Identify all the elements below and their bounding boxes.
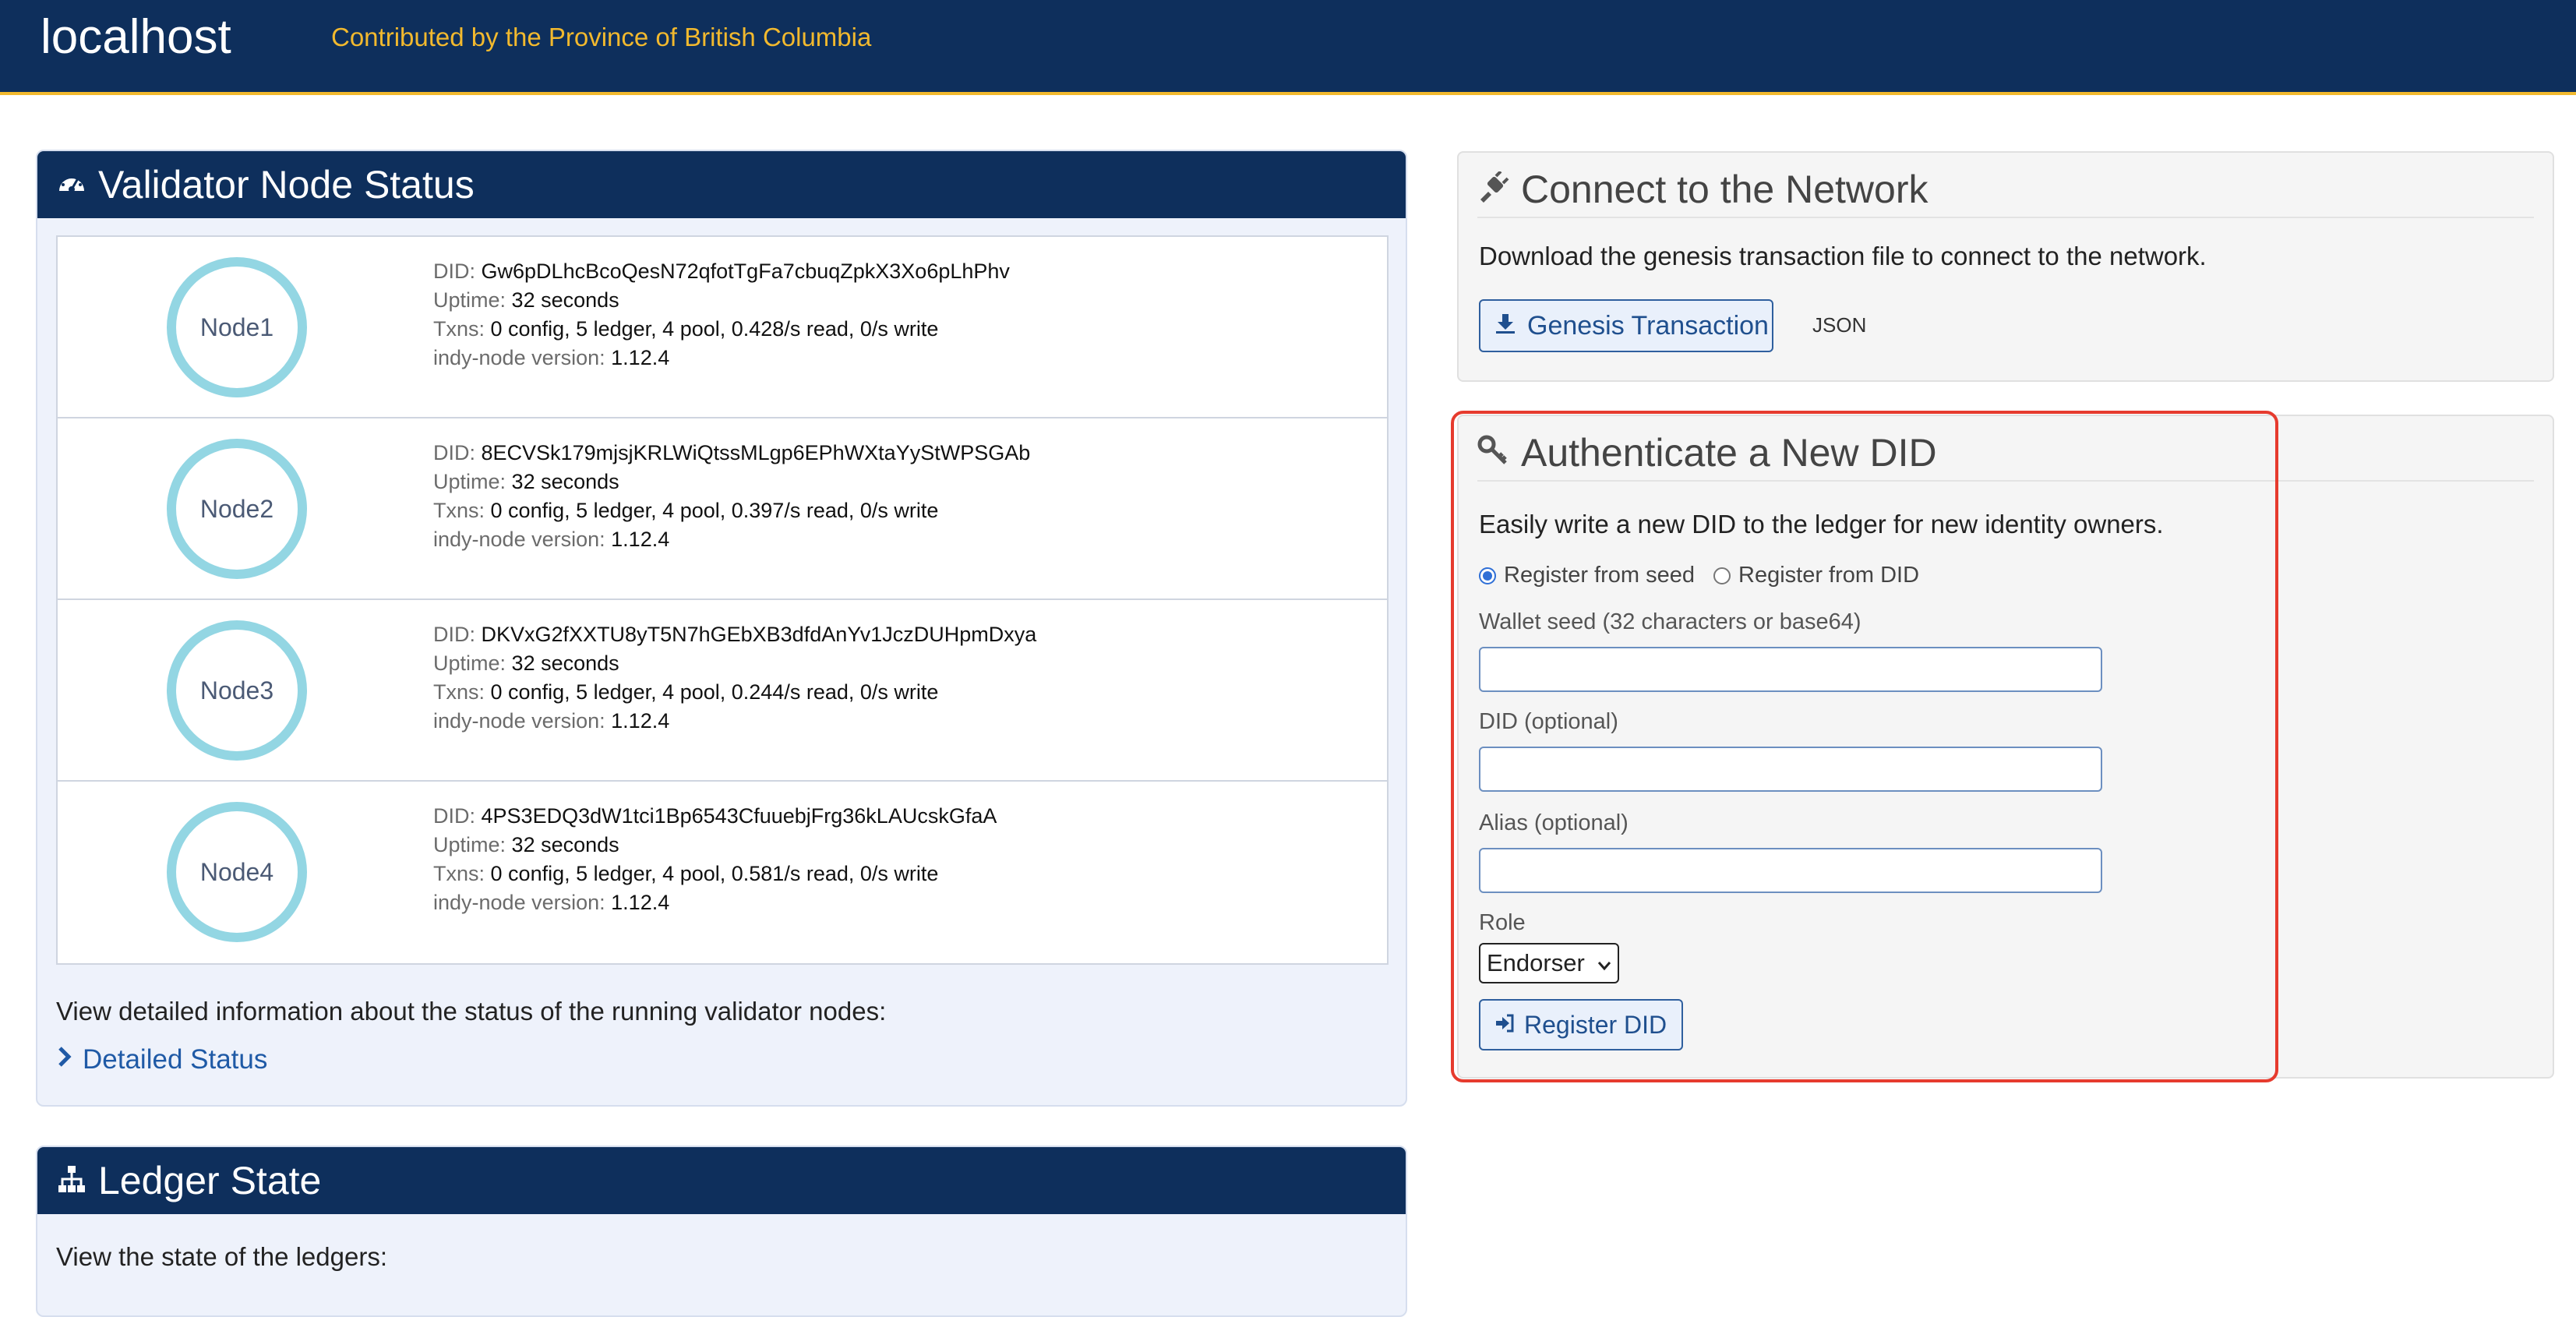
authenticate-did-card: [1457, 415, 2554, 1079]
txns-label: Txns:: [433, 680, 485, 704]
version-label: indy-node version:: [433, 528, 605, 551]
role-label: Role: [1479, 910, 1526, 935]
node-row: [58, 237, 1387, 418]
node-info: [433, 620, 1036, 736]
did-label: DID:: [433, 623, 475, 646]
did-label: DID:: [433, 804, 475, 828]
node-uptime: 32 seconds: [511, 833, 619, 856]
connect-description: Download the genesis transaction file to connect to the network.: [1479, 242, 2207, 270]
node-version: 1.12.4: [611, 709, 670, 733]
did-input[interactable]: [1479, 747, 2102, 792]
wallet-seed-input[interactable]: [1479, 647, 2102, 692]
auth-description: Easily write a new DID to the ledger for new identity owners.: [1479, 510, 2164, 538]
key-icon: [1477, 435, 1521, 471]
ledger-description: View the state of the ledgers:: [56, 1242, 387, 1271]
node-info: [433, 257, 1010, 373]
top-navbar: [0, 0, 2576, 95]
role-select[interactable]: [1479, 943, 1619, 983]
uptime-label: Uptime:: [433, 470, 506, 493]
register-from-did-radio[interactable]: [1713, 567, 1731, 584]
connect-card-header: [1477, 162, 2534, 218]
did-label: DID:: [433, 260, 475, 283]
connect-network-card: [1457, 151, 2554, 382]
node-txns: 0 config, 5 ledger, 4 pool, 0.397/s read, 0/s write: [490, 499, 939, 522]
auth-card-title: Authenticate a New DID: [1521, 431, 1937, 475]
uptime-label: Uptime:: [433, 288, 506, 312]
node-name: Node2: [199, 494, 274, 523]
genesis-transaction-button[interactable]: [1479, 299, 1773, 352]
detailed-status-link[interactable]: [56, 1044, 267, 1075]
auth-card-header: [1477, 425, 2534, 482]
sitemap-icon: [56, 1163, 98, 1199]
did-field-label: DID (optional): [1479, 709, 1618, 734]
connect-card-title: Connect to the Network: [1521, 168, 1928, 211]
node-row: [58, 782, 1387, 963]
detail-description: View detailed information about the status of the running validator nodes:: [56, 997, 887, 1026]
node-table: [56, 235, 1389, 965]
plug-icon: [1477, 171, 1521, 208]
node-status-ring: [167, 257, 307, 397]
did-label: DID:: [433, 441, 475, 464]
validator-status-panel: [36, 150, 1407, 1107]
node-did: Gw6pDLhcBcoQesN72qfotTgFa7cbuqZpkX3Xo6pLhPhv: [481, 260, 1010, 283]
version-label: indy-node version:: [433, 891, 605, 914]
register-from-seed-label[interactable]: Register from seed: [1504, 563, 1695, 588]
register-from-seed-radio[interactable]: [1479, 567, 1496, 584]
uptime-label: Uptime:: [433, 651, 506, 675]
register-did-button[interactable]: [1479, 999, 1683, 1050]
dashboard-icon: [56, 168, 98, 203]
version-label: indy-node version:: [433, 709, 605, 733]
ledger-state-panel: [36, 1146, 1407, 1317]
validator-panel-header: [37, 151, 1406, 218]
register-mode-group: [1479, 563, 1938, 588]
node-did: 4PS3EDQ3dW1tci1Bp6543CfuuebjFrg36kLAUcskGfaA: [481, 804, 997, 828]
node-txns: 0 config, 5 ledger, 4 pool, 0.428/s read, 0/s write: [490, 317, 939, 341]
node-uptime: 32 seconds: [511, 470, 619, 493]
ledger-panel-title: Ledger State: [98, 1159, 322, 1202]
genesis-button-label: Genesis Transaction: [1527, 310, 1769, 341]
node-status-ring: [167, 439, 307, 579]
detailed-status-label: Detailed Status: [83, 1044, 268, 1075]
node-uptime: 32 seconds: [511, 288, 619, 312]
node-info: [433, 439, 1030, 554]
brand-title[interactable]: localhost: [41, 10, 231, 64]
node-row: [58, 600, 1387, 782]
node-did: DKVxG2fXXTU8yT5N7hGEbXB3dfdAnYv1JczDUHpmDxya: [481, 623, 1037, 646]
alias-input[interactable]: [1479, 848, 2102, 893]
version-label: indy-node version:: [433, 346, 605, 369]
txns-label: Txns:: [433, 862, 485, 885]
node-row: [58, 418, 1387, 600]
node-status-ring: [167, 802, 307, 942]
txns-label: Txns:: [433, 499, 485, 522]
node-did: 8ECVSk179mjsjKRLWiQtssMLgp6EPhWXtaYyStWPSGAb: [481, 441, 1031, 464]
node-version: 1.12.4: [611, 528, 670, 551]
node-txns: 0 config, 5 ledger, 4 pool, 0.581/s read, 0/s write: [490, 862, 939, 885]
node-name: Node1: [199, 312, 274, 341]
download-icon: [1494, 311, 1527, 341]
ledger-panel-header: [37, 1147, 1406, 1214]
register-did-label: Register DID: [1524, 1010, 1667, 1039]
node-name: Node4: [199, 857, 274, 886]
role-selected-value: Endorser: [1487, 949, 1585, 976]
node-info: [433, 802, 997, 917]
node-name: Node3: [199, 676, 274, 704]
uptime-label: Uptime:: [433, 833, 506, 856]
json-link[interactable]: JSON: [1812, 313, 1867, 337]
sign-in-icon: [1494, 1011, 1524, 1040]
node-version: 1.12.4: [611, 891, 670, 914]
node-version: 1.12.4: [611, 346, 670, 369]
chevron-down-icon: [1597, 949, 1611, 977]
node-txns: 0 config, 5 ledger, 4 pool, 0.244/s read, 0/s write: [490, 680, 939, 704]
validator-panel-title: Validator Node Status: [98, 163, 475, 207]
node-uptime: 32 seconds: [511, 651, 619, 675]
txns-label: Txns:: [433, 317, 485, 341]
node-status-ring: [167, 620, 307, 761]
tagline: Contributed by the Province of British Columbia: [331, 23, 872, 51]
chevron-right-icon: [56, 1044, 83, 1075]
alias-field-label: Alias (optional): [1479, 810, 1629, 835]
register-from-did-label[interactable]: Register from DID: [1738, 563, 1920, 588]
wallet-seed-label: Wallet seed (32 characters or base64): [1479, 609, 1861, 634]
